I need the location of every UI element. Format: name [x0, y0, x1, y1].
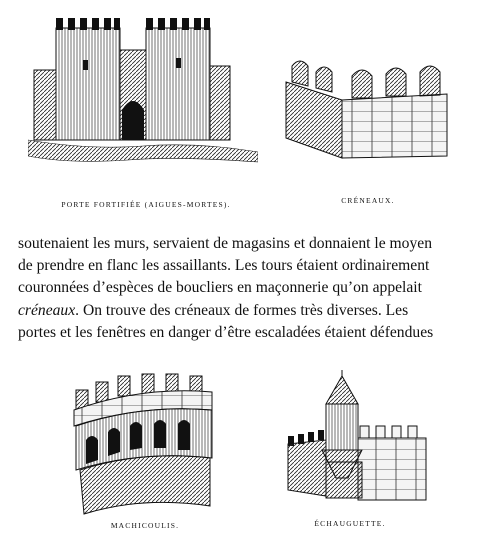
caption-porte-fortifiee: PORTE FORTIFIÉE (AIGUES-MORTES).	[61, 200, 231, 209]
porte-fortifiee-engraving	[28, 0, 258, 180]
figure-creneaux	[282, 52, 452, 162]
caption-echauguette: ÉCHAUGUETTE.	[314, 519, 386, 528]
body-paragraph	[18, 233, 488, 344]
figure-machicoulis	[72, 366, 217, 516]
figure-echauguette	[286, 370, 431, 506]
term-creneaux: créneaux	[18, 301, 76, 319]
text-line-2: de prendre en flanc les assaillants. Les tours étaient ordinairement	[18, 257, 430, 275]
text-line-1: soutenaient les murs, servaient de magasins et donnaient le moyen	[18, 235, 432, 252]
creneaux-engraving	[282, 52, 452, 162]
text-line-5: portes et les fenêtres en danger d’être escaladées étaient défendues	[18, 323, 434, 341]
text-line-4	[18, 300, 488, 322]
echauguette-engraving	[286, 370, 431, 506]
text-line-3: couronnées d’espèces de boucliers en maçonnerie qu’on appelait	[18, 279, 422, 297]
caption-creneaux: CRÉNEAUX.	[341, 196, 395, 205]
caption-machicoulis: MACHICOULIS.	[110, 521, 180, 530]
figure-porte-fortifiee	[28, 0, 258, 180]
text-line-4-rest: . On trouve des créneaux de formes très diverses. Les	[75, 301, 409, 319]
machicoulis-engraving	[72, 366, 217, 516]
